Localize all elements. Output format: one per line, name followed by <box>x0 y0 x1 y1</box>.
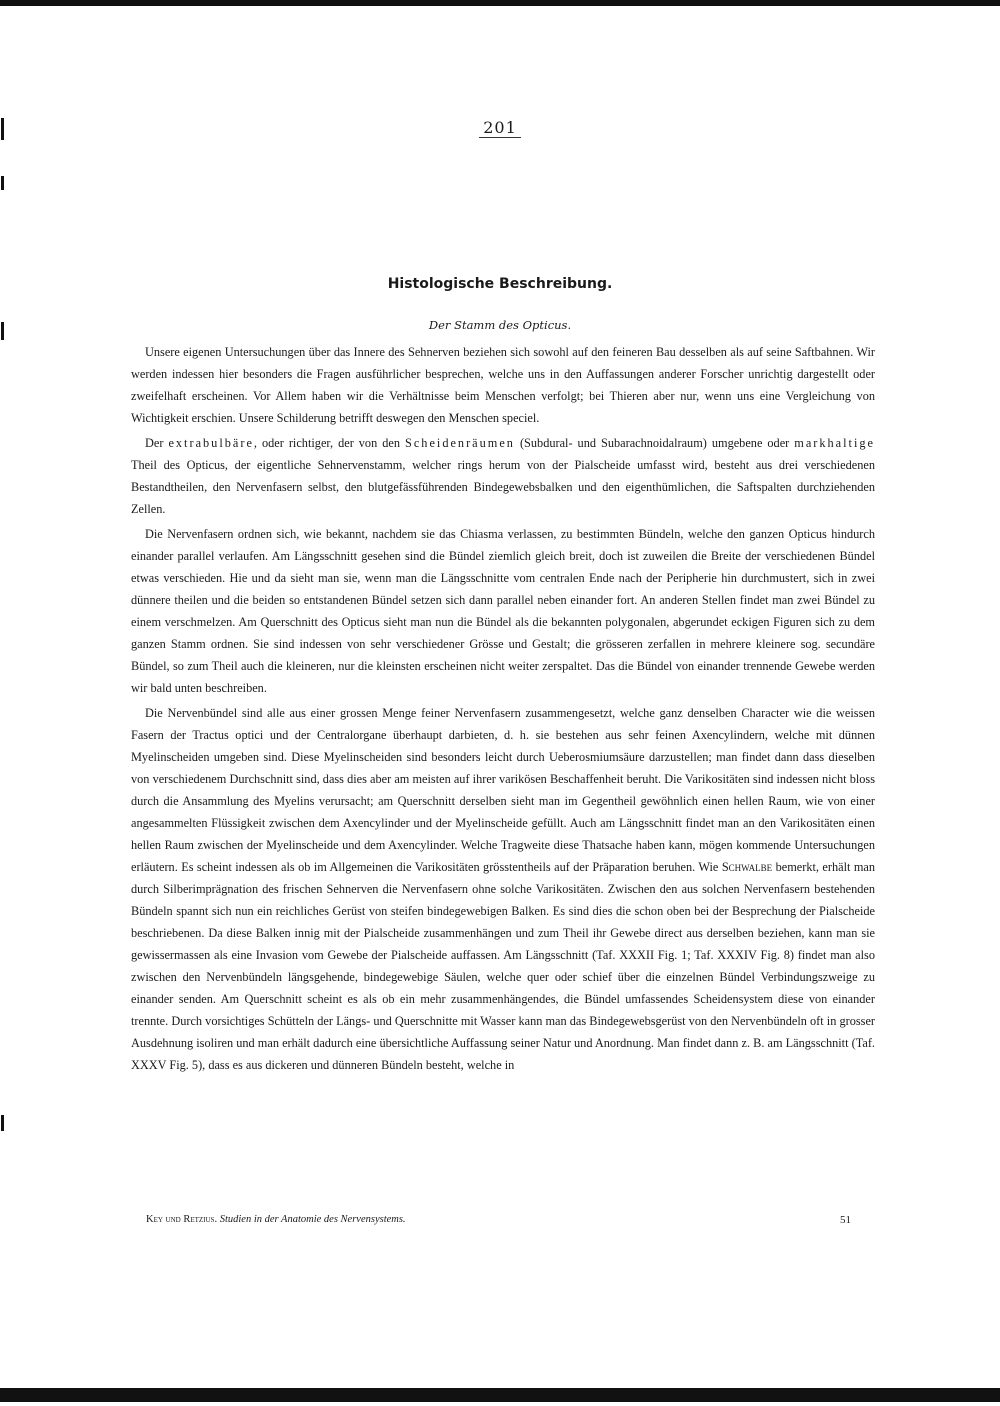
scan-border-top <box>0 0 1000 6</box>
scan-mark-left <box>1 1115 4 1131</box>
paragraph: Unsere eigenen Untersuchungen über das Innere des Sehnerven beziehen sich sowohl auf den feineren Bau desselben als auf seine Saftbahnen. Wir werden indessen hier besonders die Fragen ausführlicher besprechen, welche uns in den Auffassungen anderer Forscher unrichtig dargestellt oder zweifelhaft erscheinen. Vor Allem haben wir die Verhältnisse beim Menschen verfolgt; bei Thieren aber nur, wenn uns eine Vergleichung von Wichtigkeit erschien. Unsere Schilderung betrifft deswegen den Menschen speciel. <box>131 345 875 425</box>
signature-mark: 51 <box>840 1214 851 1226</box>
author-name: Schwalbe <box>721 860 773 874</box>
page-number-text: 201 <box>479 118 521 138</box>
scan-mark-left <box>1 176 4 190</box>
paragraph: Die Nervenfasern ordnen sich, wie bekannt, nachdem sie das Chiasma verlassen, zu bestimmten Bündeln, welche den ganzen Opticus hindurch einander parallel verlaufen. Am Längsschnitt gesehen sind die Bündel ziemlich gleich breit, doch ist zuweilen die Breite der verschiedenen Bündel etwas verschieden. Hie und da sieht man sie, wenn man die Längsschnitte vom centralen Ende nach der Peripherie hin durchmustert, sich in zwei dünnere theilen und die beiden so entstandenen Bündel setzen sich dann parallel neben einander fort. An anderen Stellen findet man zwei Bündel zu einem verschmelzen. Am Querschnitt des Opticus sieht man nun die Bündel als die bekannten polygonalen, abgerundet eckigen Figuren sich zu dem ganzen Stamm ordnen. Sie sind indessen von sehr verschiedener Grösse und Gestalt; die grösseren zerfallen in mehrere kleinere sog. secundäre Bündel, so zum Theil auch die kleineren, nur die kleinsten erscheinen nicht weiter zerspaltet. Das die Bündel von einander trennende Gewebe werden wir bald unten beschreiben. <box>131 527 875 695</box>
body-text <box>131 341 875 1079</box>
page-number <box>470 118 530 137</box>
spaced-term: markhaltige <box>794 436 875 450</box>
paragraph: Der extrabulbäre, oder richtiger, der von den Scheidenräumen (Subdural- und Subarachnoidalraum) umgebene oder markhaltige Theil des Opticus, der eigentliche Sehnervenstamm, welcher rings herum von der Pialscheide umfasst wird, besteht aus drei verschiedenen Bestandtheilen, den Nervenfasern selbst, den blutgefässführenden Bindegewebsbalken und den eigenthümlichen, die Saftspalten durchziehenden Zellen. <box>131 436 875 516</box>
scan-border-bottom <box>0 1388 1000 1402</box>
spaced-term: extrabulbäre <box>168 436 254 450</box>
page-footer <box>146 1214 851 1225</box>
footer-title: Studien in der Anatomie des Nervensystems. <box>219 1214 406 1225</box>
footer-citation <box>146 1214 406 1225</box>
spaced-term: Scheidenräumen <box>405 436 515 450</box>
section-subheading: Der Stamm des Opticus. <box>428 318 572 332</box>
paragraph: Die Nervenbündel sind alle aus einer grossen Menge feiner Nervenfasern zusammengesetzt, welche ganz denselben Character wie die weissen Fasern der Tractus optici und der Centralorgane überhaupt darbieten, d. h. sie bestehen aus sehr feinen Axencylindern, welche mit dünnen Myelinscheiden umgeben sind. Diese Myelinscheiden sind besonders leicht durch Ueberosmiumsäure darzustellen; man findet dann dass dieselben von verschiedenem Durchschnitt sind, dass dies aber am meisten auf ihrer varikösen Beschaffenheit beruht. Die Varikositäten sind indessen nicht bloss durch die Ansammlung des Myelins verursacht; am Querschnitt derselben sieht man im Gegentheil gewöhnlich einen hellen Raum, wie von einer angesammelten Flüssigkeit zwischen dem Axencylinder und der Myelinscheide gefüllt. Auch am Längsschnitt findet man an den Varikositäten einen hellen Raum zwischen der Myelinscheide und dem Axencylinder. Welche Tragweite diese Thatsache haben kann, mögen kommende Untersuchungen erläutern. Es scheint indessen als ob im Allgemeinen die Varikositäten grösstentheils auf der Präparation beruhen. Wie Schwalbe bemerkt, erhält man durch Silberimprägnation des frischen Sehnerven die Nervenfasern ohne solche Varikositäten. Zwischen den aus solchen Nervenfasern bestehenden Bündeln spannt sich nun ein reichliches Gerüst von steifen bindegewebigen Balken. Es sind dies die schon oben bei der Besprechung der Pialscheide beschriebenen. Da diese Balken innig mit der Pialscheide zusammenhängen und zum Theil ihr Gewebe direct aus derselben beziehen, kann man sie gewissermassen als eine Invasion vom Gewebe der Pialscheide auffassen. Am Längsschnitt (Taf. XXXII Fig. 1; Taf. XXXIV Fig. 8) findet man also zwischen den Nervenbündeln längsgehende, bindegewebige Säulen, welche quer oder schief über die einzelnen Bündel Verbindungszweige zu einander senden. Am Querschnitt scheint es als ob ein mehr zusammenhängendes, die Bündel umfassendes Scheidensystem diese von einander trennte. Durch vorsichtiges Schütteln der Längs- und Querschnitte mit Wasser kann man das Bindegewebsgerüst von den Nervenbündeln oft in grosser Ausdehnung isoliren und man erhält dadurch eine übersichtliche Auffassung seiner Natur und Anordnung. Man findet dann z. B. am Längsschnitt (Taf. XXXV Fig. 5), dass es aus dickeren und dünneren Bündeln besteht, welche in <box>131 706 876 1072</box>
section-heading: Histologische Beschreibung. <box>387 276 613 292</box>
scan-mark-left <box>1 118 4 140</box>
scan-mark-left <box>1 322 4 340</box>
footer-authors: Key und Retzius. <box>146 1214 218 1225</box>
